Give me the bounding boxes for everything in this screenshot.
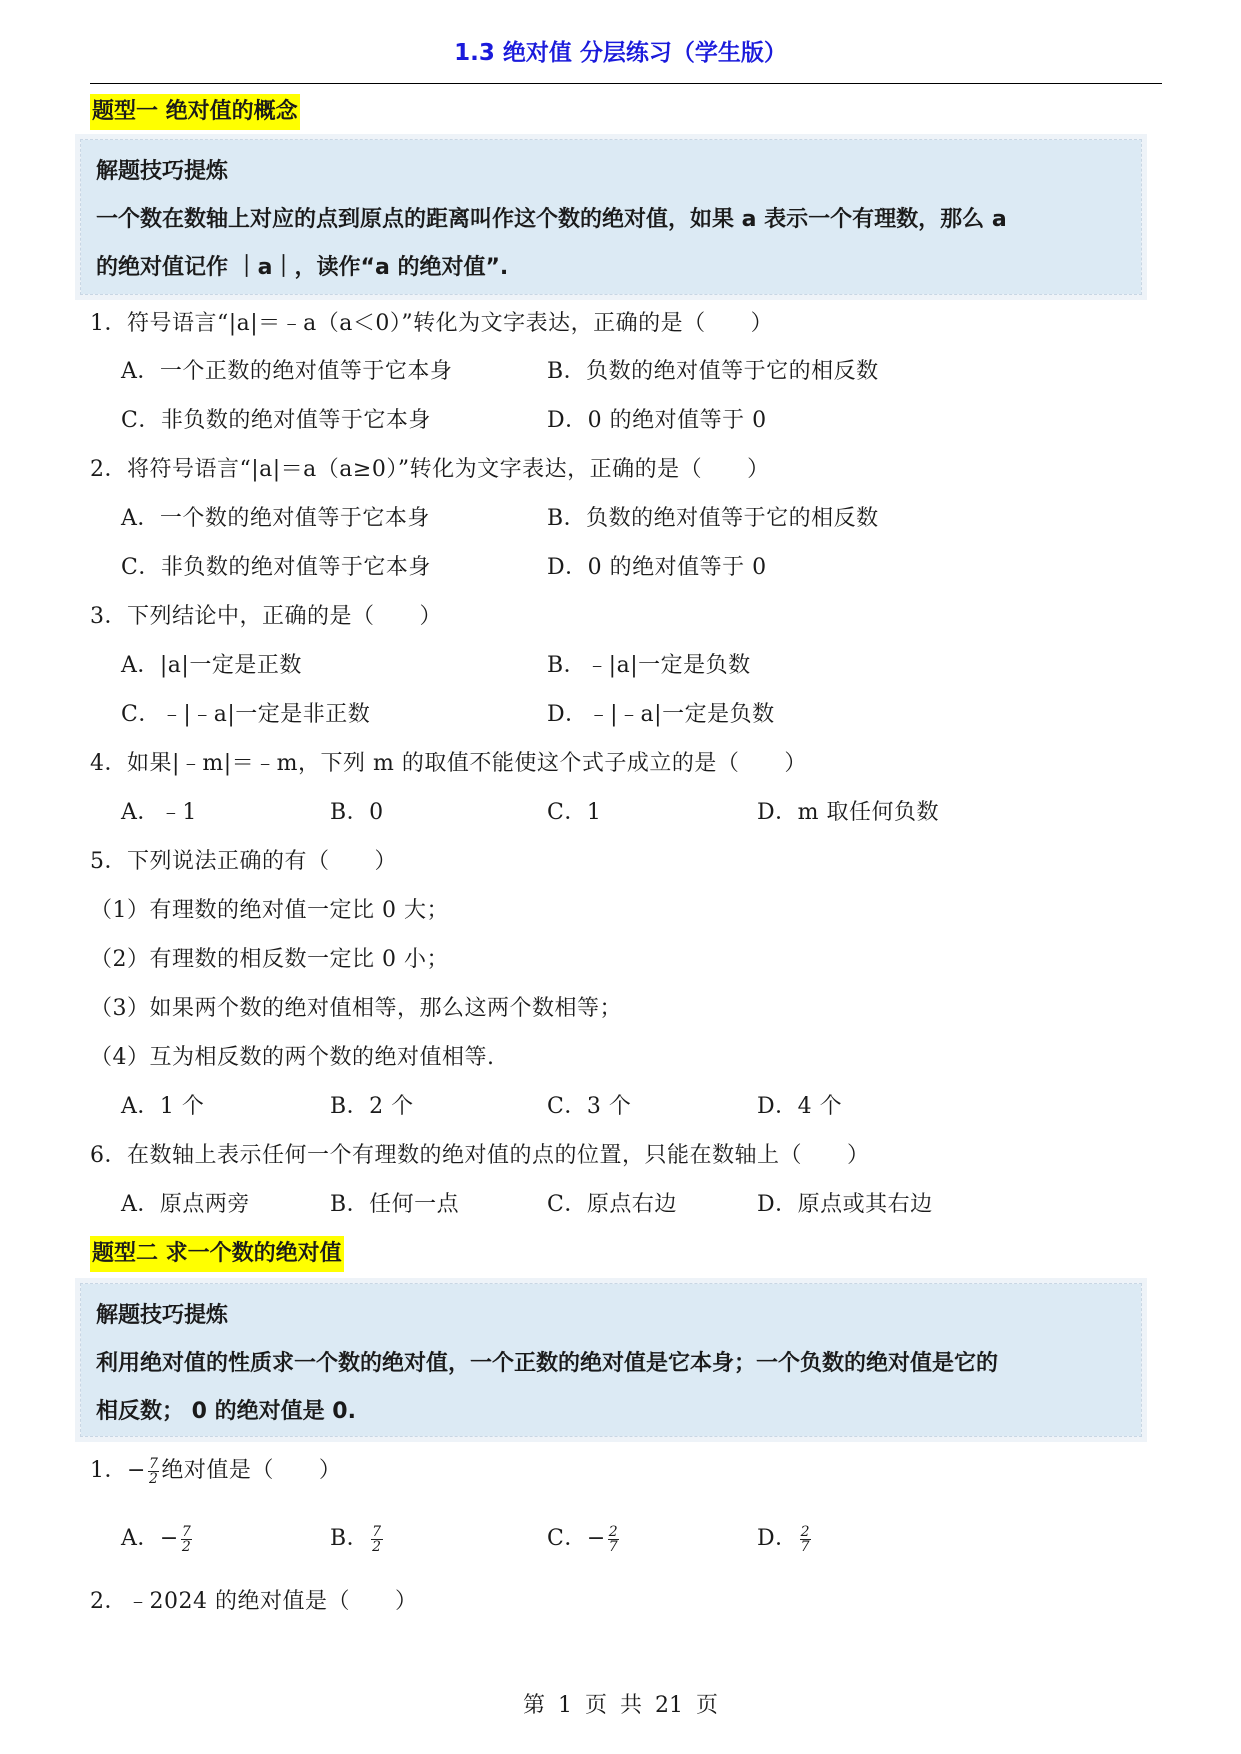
question-stem: 1．符号语言“|a|＝﹣a（a＜0）”转化为文字表达，正确的是（ ） xyxy=(90,311,774,336)
option-a xyxy=(121,1524,194,1554)
fraction-numerator: 7 xyxy=(181,1523,192,1540)
fraction xyxy=(148,1457,159,1486)
option-b: B．0 xyxy=(330,800,384,825)
option-c: C．非负数的绝对值等于它本身 xyxy=(121,555,431,580)
option-label: C．− xyxy=(547,1526,606,1551)
fraction-denominator: 2 xyxy=(372,1538,382,1555)
question-stem: 4．如果|﹣m|＝﹣m，下列 m 的取值不能使这个式子成立的是（ ） xyxy=(90,751,807,776)
question-stem: 5．下列说法正确的有（ ） xyxy=(90,849,397,874)
fraction xyxy=(371,1525,382,1554)
option-d: D．4 个 xyxy=(757,1094,843,1119)
option-c: C．1 xyxy=(547,800,602,825)
fraction-denominator: 7 xyxy=(608,1538,619,1555)
question-stem: 6．在数轴上表示任何一个有理数的绝对值的点的位置，只能在数轴上（ ） xyxy=(90,1143,870,1168)
document-title: 1.3 绝对值 分层练习（学生版） xyxy=(454,40,787,66)
question-stem xyxy=(90,1456,341,1486)
option-b: B．﹣|a|一定是负数 xyxy=(547,653,751,678)
option-b xyxy=(330,1524,385,1554)
fraction xyxy=(608,1525,619,1554)
tip-heading: 解题技巧提炼 xyxy=(96,159,229,184)
tip-heading: 解题技巧提炼 xyxy=(96,1303,229,1328)
option-label: B． xyxy=(330,1526,370,1551)
tip-line: 一个数在数轴上对应的点到原点的距离叫作这个数的绝对值，如果 a 表示一个有理数，那么 a xyxy=(96,207,1007,232)
section-heading-concept: 题型一 绝对值的概念 xyxy=(90,94,300,130)
page-footer: 第 1 页 共 21 页 xyxy=(523,1693,718,1718)
option-d xyxy=(757,1524,813,1554)
statement: （2）有理数的相反数一定比 0 小； xyxy=(90,947,449,972)
section-heading-compute: 题型二 求一个数的绝对值 xyxy=(90,1236,344,1272)
question-stem: 2．将符号语言“|a|＝a（a≥0）”转化为文字表达，正确的是（ ） xyxy=(90,457,770,482)
tip-line: 相反数； 0 的绝对值是 0. xyxy=(96,1399,356,1424)
stem-prefix: 1．− xyxy=(90,1458,146,1483)
question-stem: 2．﹣2024 的绝对值是（ ） xyxy=(90,1589,418,1614)
tip-box-concept xyxy=(75,134,1147,300)
statement: （3）如果两个数的绝对值相等，那么这两个数相等； xyxy=(90,996,622,1021)
fraction-numerator: 7 xyxy=(372,1523,382,1540)
fraction xyxy=(800,1525,811,1554)
tip-line: 的绝对值记作 ｜a｜，读作“a 的绝对值”. xyxy=(96,255,509,280)
fraction-numerator: 2 xyxy=(800,1523,811,1540)
fraction-denominator: 7 xyxy=(800,1538,811,1555)
option-label: D． xyxy=(757,1526,798,1551)
option-a: A．一个正数的绝对值等于它本身 xyxy=(121,359,453,384)
option-c: C．非负数的绝对值等于它本身 xyxy=(121,408,431,433)
fraction xyxy=(181,1525,192,1554)
fraction-denominator: 2 xyxy=(181,1538,192,1555)
statement: （4）互为相反数的两个数的绝对值相等. xyxy=(90,1045,495,1070)
fraction-numerator: 7 xyxy=(148,1455,159,1472)
option-a: A．一个数的绝对值等于它本身 xyxy=(121,506,430,531)
option-a: A．﹣1 xyxy=(121,800,197,825)
option-c: C．﹣|﹣a|一定是非正数 xyxy=(121,702,371,727)
fraction-numerator: 2 xyxy=(608,1523,619,1540)
option-d: D．﹣|﹣a|一定是负数 xyxy=(547,702,775,727)
option-d: D．0 的绝对值等于 0 xyxy=(547,408,767,433)
option-d: D．原点或其右边 xyxy=(757,1192,933,1217)
statement: （1）有理数的绝对值一定比 0 大； xyxy=(90,898,449,923)
question-stem: 3．下列结论中，正确的是（ ） xyxy=(90,604,442,629)
option-a: A．原点两旁 xyxy=(121,1192,250,1217)
option-c: C．原点右边 xyxy=(547,1192,677,1217)
fraction-denominator: 2 xyxy=(148,1470,159,1487)
option-d: D．m 取任何负数 xyxy=(757,800,939,825)
stem-suffix: 绝对值是（ ） xyxy=(161,1458,342,1483)
option-b: B．负数的绝对值等于它的相反数 xyxy=(547,506,879,531)
option-b: B．负数的绝对值等于它的相反数 xyxy=(547,359,879,384)
option-label: A．− xyxy=(121,1526,179,1551)
option-c xyxy=(547,1524,621,1554)
option-a: A．|a|一定是正数 xyxy=(121,653,302,678)
option-c: C．3 个 xyxy=(547,1094,632,1119)
tip-box-compute xyxy=(75,1278,1147,1442)
option-b: B．2 个 xyxy=(330,1094,414,1119)
option-d: D．0 的绝对值等于 0 xyxy=(547,555,767,580)
tip-line: 利用绝对值的性质求一个数的绝对值，一个正数的绝对值是它本身；一个负数的绝对值是它的 xyxy=(96,1351,999,1376)
option-b: B．任何一点 xyxy=(330,1192,460,1217)
option-a: A．1 个 xyxy=(121,1094,205,1119)
title-divider xyxy=(90,83,1162,84)
